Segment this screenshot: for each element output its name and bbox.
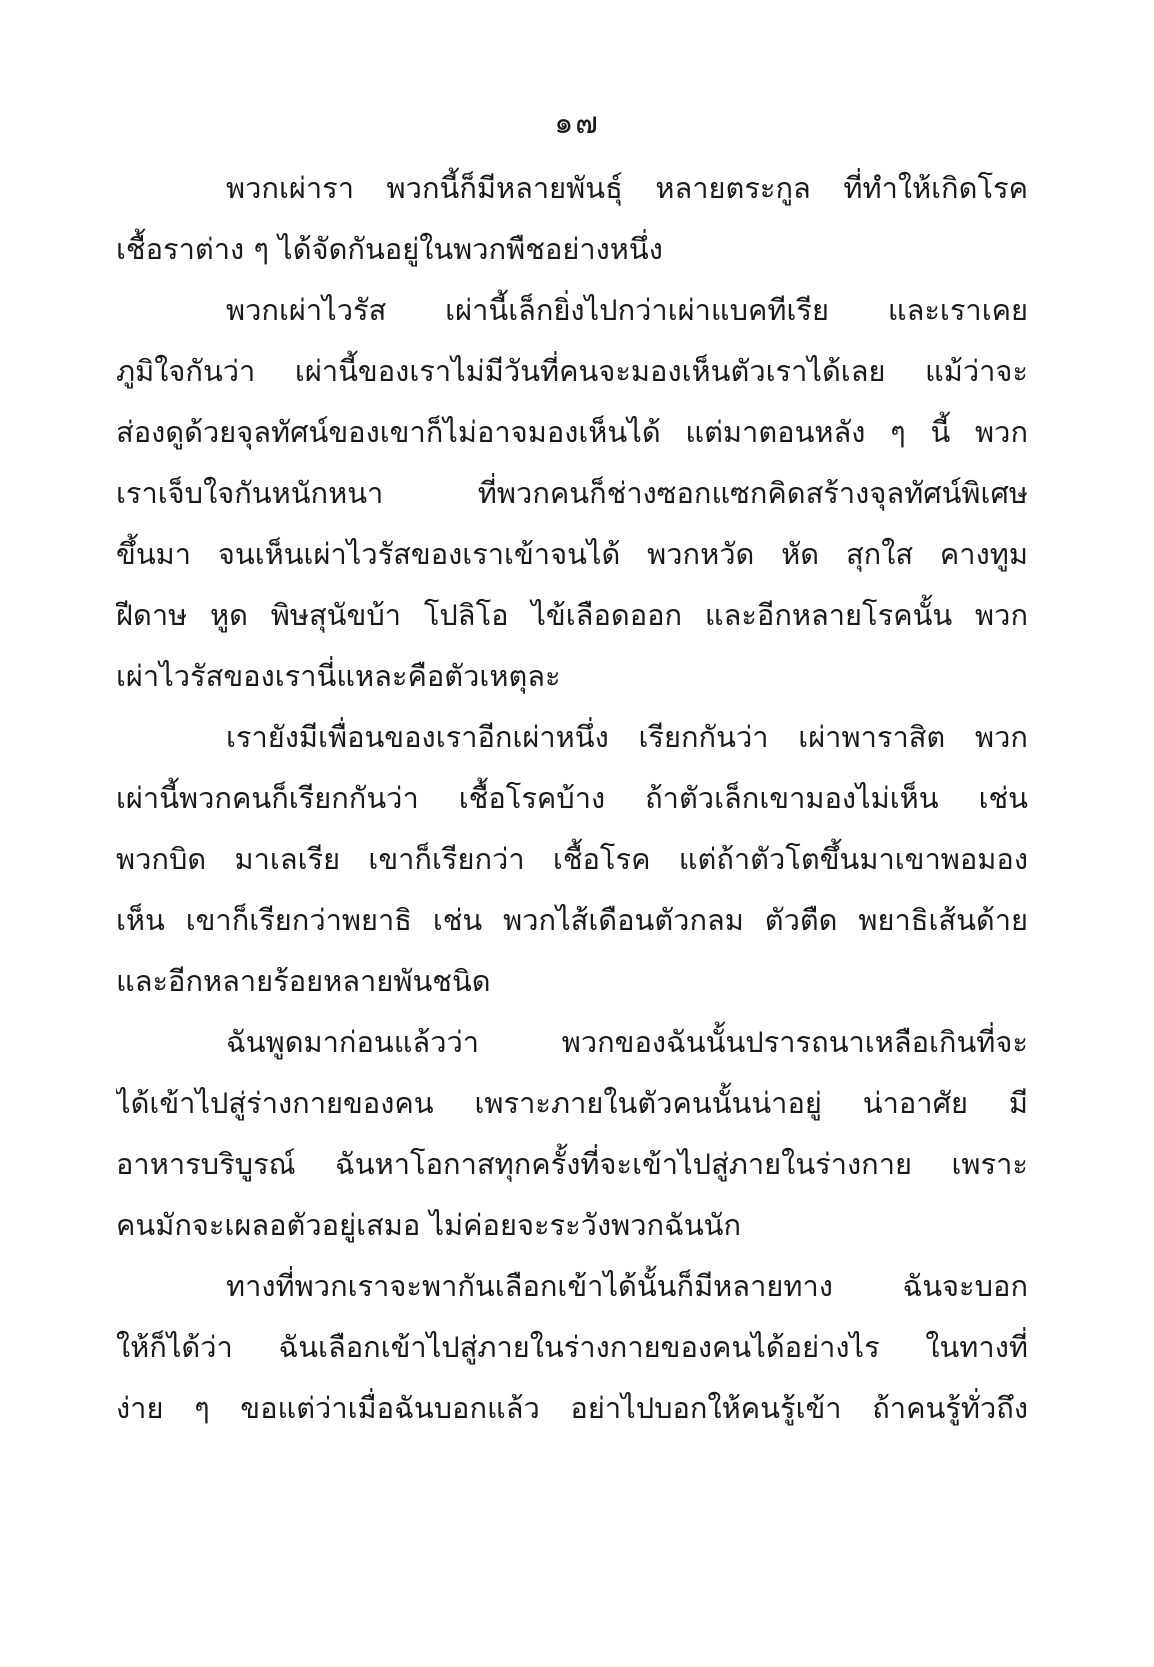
text-line: พวกเผ่ารา พวกนี้ก็มีหลายพันธุ์ หลายตระกูล ที่ทำให้เกิดโรค bbox=[226, 171, 1028, 205]
text-line: ให้ก็ได้ว่า ฉันเลือกเข้าไปสู่ภายในร่างกายของคนได้อย่างไร ในทางที่ bbox=[116, 1330, 1028, 1364]
paragraph-parasite bbox=[116, 707, 1028, 1012]
text-line: ฝีดาษ หูด พิษสุนัขบ้า โปลิโอ ไข้เลือดออก และอีกหลายโรคนั้น พวก bbox=[116, 598, 1028, 632]
text-line: ง่าย ๆ ขอแต่ว่าเมื่อฉันบอกแล้ว อย่าไปบอกให้คนรู้เข้า ถ้าคนรู้ทั่วถึง bbox=[116, 1391, 1028, 1425]
text-line: ส่องดูด้วยจุลทัศน์ของเขาก็ไม่อาจมองเห็นได้ แต่มาตอนหลัง ๆ นี้ พวก bbox=[116, 415, 1028, 449]
text-line: เรายังมีเพื่อนของเราอีกเผ่าหนึ่ง เรียกกันว่า เผ่าพาราสิต พวก bbox=[226, 720, 1028, 754]
text-line: พวกเผ่าไวรัส เผ่านี้เล็กยิ่งไปกว่าเผ่าแบคทีเรีย และเราเคย bbox=[226, 293, 1028, 327]
text-line: เราเจ็บใจกันหนักหนา ที่พวกคนก็ช่างซอกแซกคิดสร้างจุลทัศน์พิเศษ bbox=[116, 476, 1028, 510]
text-line: คนมักจะเผลอตัวอยู่เสมอ ไม่ค่อยจะระวังพวกฉันนัก bbox=[116, 1208, 742, 1242]
body-text bbox=[116, 158, 1028, 1439]
text-line: และอีกหลายร้อยหลายพันชนิด bbox=[116, 964, 491, 998]
text-line: เห็น เขาก็เรียกว่าพยาธิ เช่น พวกไส้เดือนตัวกลม ตัวตืด พยาธิเส้นด้าย bbox=[116, 903, 1028, 937]
text-line: ทางที่พวกเราจะพากันเลือกเข้าได้นั้นก็มีหลายทาง ฉันจะบอก bbox=[226, 1269, 1028, 1303]
text-line: ได้เข้าไปสู่ร่างกายของคน เพราะภายในตัวคนนั้นน่าอยู่ น่าอาศัย มี bbox=[116, 1086, 1028, 1120]
paragraph-entry-routes bbox=[116, 1256, 1028, 1439]
text-line: เชื้อราต่าง ๆ ได้จัดกันอยู่ในพวกพืชอย่างหนึ่ง bbox=[116, 232, 663, 266]
paragraph-body-entry bbox=[116, 1012, 1028, 1256]
text-line: พวกบิด มาเลเรีย เขาก็เรียกว่า เชื้อโรค แต่ถ้าตัวโตขึ้นมาเขาพอมอง bbox=[116, 842, 1028, 876]
text-line: ภูมิใจกันว่า เผ่านี้ของเราไม่มีวันที่คนจะมองเห็นตัวเราได้เลย แม้ว่าจะ bbox=[116, 354, 1028, 388]
text-line: เผ่าไวรัสของเรานี่แหละคือตัวเหตุละ bbox=[116, 659, 561, 693]
paragraph-fungi bbox=[116, 158, 1028, 280]
text-line: ขึ้นมา จนเห็นเผ่าไวรัสของเราเข้าจนได้ พวกหวัด หัด สุกใส คางทูม bbox=[116, 537, 1028, 571]
paragraph-virus bbox=[116, 280, 1028, 707]
text-line: ฉันพูดมาก่อนแล้วว่า พวกของฉันนั้นปรารถนาเหลือเกินที่จะ bbox=[226, 1025, 1028, 1059]
text-line: อาหารบริบูรณ์ ฉันหาโอกาสทุกครั้งที่จะเข้าไปสู่ภายในร่างกาย เพราะ bbox=[116, 1147, 1028, 1181]
text-line: เผ่านี้พวกคนก็เรียกกันว่า เชื้อโรคบ้าง ถ้าตัวเล็กเขามองไม่เห็น เช่น bbox=[116, 781, 1028, 815]
page-number: ๑๗ bbox=[554, 106, 600, 141]
